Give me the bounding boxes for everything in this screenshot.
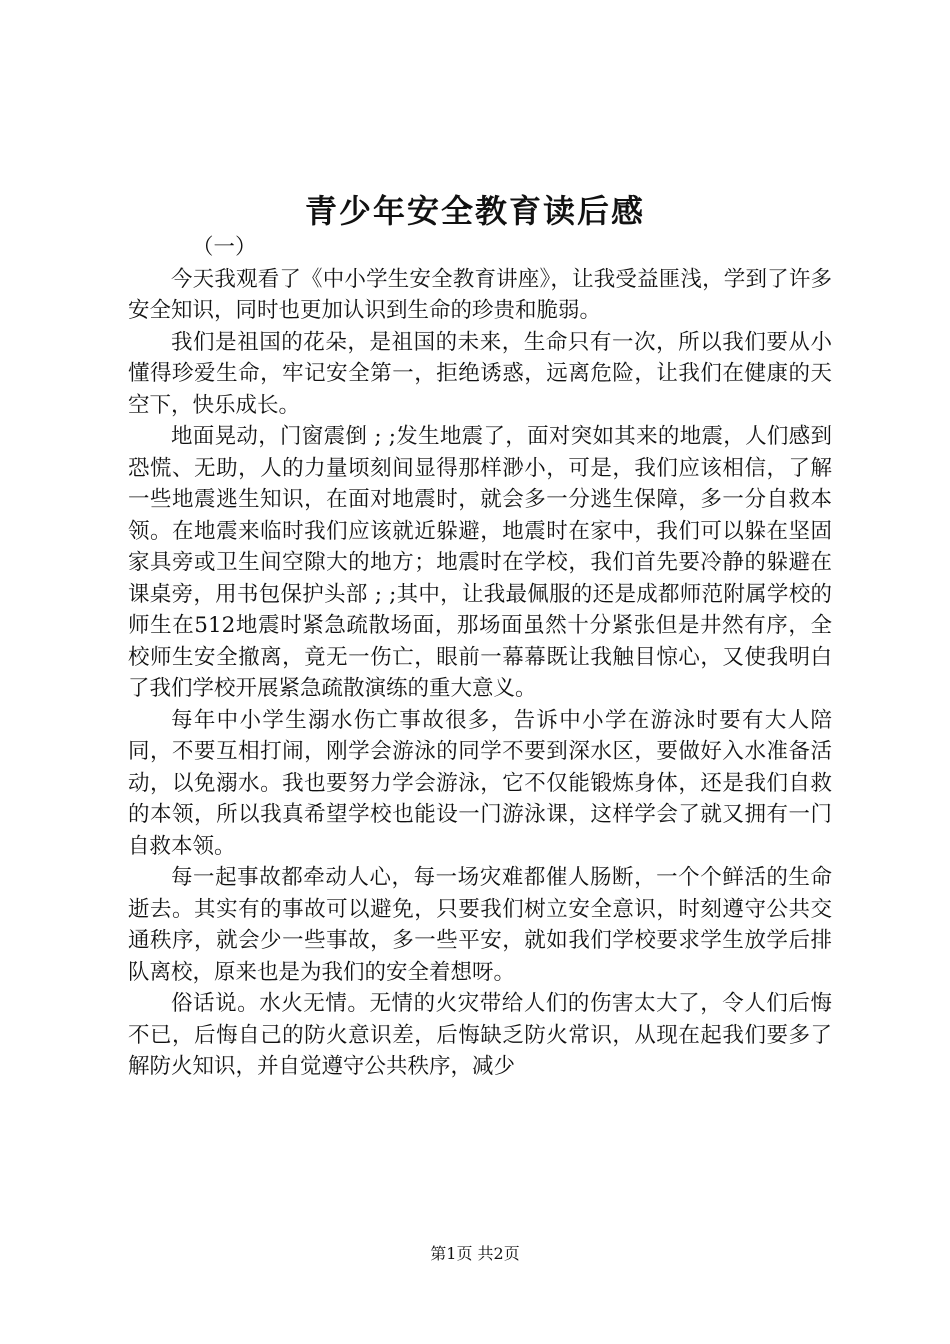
paragraph: 今天我观看了《中小学生安全教育讲座》，让我受益匪浅，学到了许多安全知识，同时也更加认识到生命的珍贵和脆弱。 bbox=[128, 266, 832, 323]
paragraph: 每一起事故都牵动人心，每一场灾难都催人肠断，一个个鲜活的生命逝去。其实有的事故可以避免，只要我们树立安全意识，时刻遵守公共交通秩序，就会少一些事故，多一些平安，就如我们学校要求学生放学后排队离校，原来也是为我们的安全着想呀。 bbox=[128, 865, 832, 985]
paragraph: 每年中小学生溺水伤亡事故很多，告诉中小学在游泳时要有大人陪同，不要互相打闹，刚学会游泳的同学不要到深水区，要做好入水准备活动，以免溺水。我也要努力学会游泳，它不仅能锻炼身体，还是我们自救的本领，所以我真希望学校也能设一门游泳课，这样学会了就又拥有一门自救本领。 bbox=[128, 707, 832, 859]
paragraph: 我们是祖国的花朵，是祖国的未来，生命只有一次，所以我们要从小懂得珍爱生命，牢记安全第一，拒绝诱惑，远离危险，让我们在健康的天空下，快乐成长。 bbox=[128, 329, 832, 418]
page-footer: 第1页 共2页 bbox=[430, 1244, 520, 1263]
section-marker: （一） bbox=[192, 235, 257, 260]
document-body bbox=[128, 232, 832, 1083]
paragraph: 俗话说。水火无情。无情的火灾带给人们的伤害太大了，令人们后悔不已，后悔自己的防火意识差，后悔缺乏防火常识，从现在起我们要多了解防火知识，并自觉遵守公共秩序，减少 bbox=[128, 991, 832, 1079]
paragraph: 地面晃动，门窗震倒 ; ;发生地震了，面对突如其来的地震，人们感到恐慌、无助，人的力量顷刻间显得那样渺小，可是，我们应该相信，了解一些地震逃生知识，在面对地震时，就会多一分逃生保障，多一分自救本领。在地震来临时我们应该就近躲避，地震时在家中，我们可以躲在坚固家具旁或卫生间空隙大的地方；地震时在学校，我们首先要冷静的躲避在课桌旁，用书包保护头部 ; ;其中，让我最佩服的还是成都师范附属学校的师生在512地震时紧急疏散场面，那场面虽然十分紧张但是井然有序，全校师生安全撤离，竟无一伤亡，眼前一幕幕既让我触目惊心，又使我明白了我们学校开展紧急疏散演练的重大意义。 bbox=[128, 424, 832, 701]
document-title: 青少年安全教育读后感 bbox=[304, 192, 645, 230]
